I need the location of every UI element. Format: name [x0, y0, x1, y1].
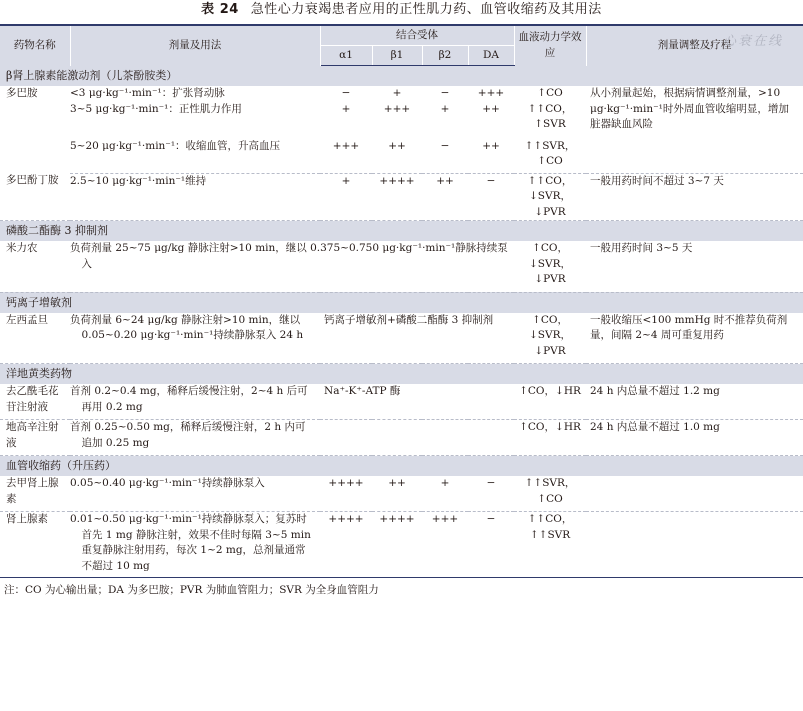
beta1-cell: +++: [383, 102, 411, 115]
adjust-cell: 一般收缩压<100 mmHg 时不推荐负荷剂量，间隔 2~4 周可重复用药: [586, 313, 803, 364]
header-alpha1: α1: [320, 46, 372, 66]
beta2-cell: +++: [422, 512, 468, 578]
header-beta1: β1: [372, 46, 422, 66]
receptor-cell: 钙离子增敏剂+磷酸二酯酶 3 抑制剂: [320, 313, 514, 364]
header-dose: 剂量及用法: [70, 25, 320, 66]
footnote: 注：CO 为心输出量；DA 为多巴胺；PVR 为肺血管阻力；SVR 为全身血管阻力: [4, 584, 379, 596]
alpha1-cell: +++: [320, 139, 372, 174]
beta2-cell: +: [440, 102, 450, 115]
table-title: [0, 0, 803, 24]
alpha1-cell: +: [341, 102, 351, 115]
table-row: [0, 512, 803, 578]
dose-cell: 首剂 0.2~0.4 mg，稀释后缓慢注射，2~4 h 后可再用 0.2 mg: [70, 384, 320, 420]
hemo-cell: ↑↑CO，↑↑SVR: [514, 512, 586, 578]
section-title: 钙离子增敏剂: [0, 292, 803, 313]
dose-cell: 首剂 0.25~0.50 mg，稀释后缓慢注射，2 h 内可追加 0.25 mg: [70, 420, 320, 456]
beta1-cell: ++++: [372, 173, 422, 221]
beta2-cell: −: [440, 87, 450, 99]
alpha1-cell: +: [320, 173, 372, 221]
adjust-cell: 24 h 内总量不超过 1.2 mg: [586, 384, 803, 420]
drug-name: 地高辛注射液: [0, 420, 70, 456]
alpha1-cell: ++++: [320, 512, 372, 578]
drug-name: 肾上腺素: [0, 512, 70, 578]
header-hemodynamics: 血液动力学效应: [514, 25, 586, 66]
hemo-cell: ↑CO，↓HR: [514, 384, 586, 420]
adjust-cell: 一般用药时间不超过 3~7 天: [586, 173, 803, 221]
header-da: DA: [468, 46, 514, 66]
adjust-cell: [586, 512, 803, 578]
beta2-cell: ++: [422, 173, 468, 221]
header-receptor: 结合受体: [320, 25, 514, 46]
watermark: 心衰在线: [722, 34, 783, 49]
table-row: [0, 420, 803, 456]
receptor-cell: Na⁺-K⁺-ATP 酶: [320, 384, 514, 420]
da-cell: ++: [468, 139, 514, 174]
drug-name: 左西孟旦: [0, 313, 70, 364]
drug-name: 多巴酚丁胺: [0, 173, 70, 221]
drug-name: 多巴胺: [6, 87, 38, 99]
hemo-cell: ↑CO，↓SVR，↓PVR: [514, 313, 586, 364]
hemo-cell: ↑CO，↓HR: [514, 420, 586, 456]
table-title-text: 急性心力衰竭患者应用的正性肌力药、血管收缩药及其用法: [250, 2, 602, 17]
header-adjustment: 剂量调整及疗程: [586, 25, 803, 66]
hemo-cell: ↑CO，↓SVR，↓PVR: [514, 241, 586, 292]
table-row: [0, 86, 803, 102]
dose-cell: 负荷剂量 25~75 μg/kg 静脉注射>10 min，继以 0.375~0.750 μg·kg⁻¹·min⁻¹静脉持续泵入: [70, 241, 514, 292]
dose-cell: 2.5~10 μg·kg⁻¹·min⁻¹维持: [70, 173, 320, 221]
table-row: [0, 313, 803, 364]
da-cell: −: [468, 512, 514, 578]
da-cell: ++: [482, 102, 500, 115]
section-title: β肾上腺素能激动剂（儿茶酚胺类）: [0, 66, 803, 87]
table-row: [0, 241, 803, 292]
hemo-cell: ↑↑SVR，↑CO: [514, 139, 586, 174]
beta1-cell: ++: [372, 476, 422, 512]
hemo-cell: ↑↑CO，↓SVR，↓PVR: [514, 173, 586, 221]
section-title: 磷酸二酯酶 3 抑制剂: [0, 221, 803, 242]
header-drug: 药物名称: [0, 25, 70, 66]
da-cell: −: [468, 476, 514, 512]
adjust-cell: [586, 476, 803, 512]
adjust-cell: 24 h 内总量不超过 1.0 mg: [586, 420, 803, 456]
beta2-cell: −: [422, 139, 468, 174]
drug-table: [0, 24, 803, 578]
dose-cell: 0.01~0.50 μg·kg⁻¹·min⁻¹持续静脉泵入；复苏时首先 1 mg 静脉注射，效果不佳时每隔 3~5 min 重复静脉注射用药，每次 1~2 mg，总剂量通常不超过 10 mg: [70, 512, 320, 578]
dose-cell: 0.05~0.40 μg·kg⁻¹·min⁻¹持续静脉泵入: [70, 476, 320, 512]
alpha1-cell: −: [341, 87, 351, 99]
beta2-cell: +: [422, 476, 468, 512]
table-row: [0, 173, 803, 221]
hemo-cell: ↑↑SVR，↑CO: [514, 476, 586, 512]
table-row: [0, 384, 803, 420]
da-cell: −: [468, 173, 514, 221]
adjust-cell: 一般用药时间 3~5 天: [586, 241, 803, 292]
section-title: 洋地黄类药物: [0, 364, 803, 385]
alpha1-cell: ++++: [320, 476, 372, 512]
drug-name: 米力农: [0, 241, 70, 292]
beta1-cell: +: [392, 87, 402, 99]
beta1-cell: ++++: [372, 512, 422, 578]
beta1-cell: ++: [372, 139, 422, 174]
table-row: [0, 476, 803, 512]
da-cell: +++: [477, 87, 505, 99]
dose-cell: <3 μg·kg⁻¹·min⁻¹：扩张肾动脉: [70, 87, 225, 99]
hemo-cell: ↑CO: [537, 87, 563, 99]
dose-cell: 负荷剂量 6~24 μg/kg 静脉注射>10 min，继以 0.05~0.20 μg·kg⁻¹·min⁻¹持续静脉泵入 24 h: [70, 313, 320, 364]
receptor-cell: [320, 420, 514, 456]
drug-name: 去乙酰毛花苷注射液: [0, 384, 70, 420]
adjust-cell: 从小剂量起始，根据病情调整剂量，>10 μg·kg⁻¹·min⁻¹时外周血管收缩明显，增加脏器缺血风险: [586, 86, 803, 173]
table-number: 表 24: [201, 2, 239, 17]
dose-cell: 3~5 μg·kg⁻¹·min⁻¹：正性肌力作用: [70, 102, 242, 115]
section-title: 血管收缩药（升压药）: [0, 456, 803, 477]
hemo-cell: ↑↑CO，↑SVR: [527, 102, 573, 130]
header-beta2: β2: [422, 46, 468, 66]
dose-cell: 5~20 μg·kg⁻¹·min⁻¹：收缩血管，升高血压: [70, 139, 320, 174]
drug-name: 去甲肾上腺素: [0, 476, 70, 512]
